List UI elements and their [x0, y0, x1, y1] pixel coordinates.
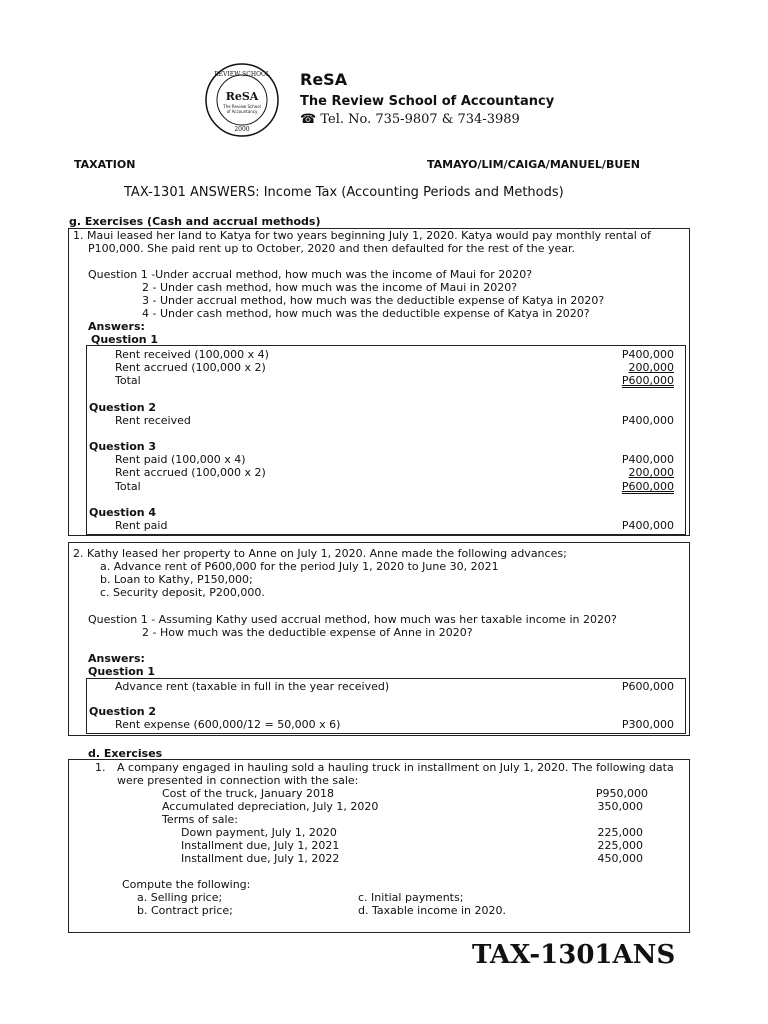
compute-item-a: a. Selling price; [137, 891, 223, 904]
page-title: TAX-1301 ANSWERS: Income Tax (Accounting Periods and Methods) [124, 185, 564, 200]
exercise-1-question-4: 4 - Under cash method, how much was the deductible expense of Katya in 2020? [142, 307, 590, 320]
compute-label: Compute the following: [122, 878, 251, 891]
exercise-d-value-4: 225,000 [597, 826, 643, 839]
svg-text:REVIEW SCHOOL: REVIEW SCHOOL [214, 71, 270, 78]
answer-3-row-2: Rent accrued (100,000 x 2) [115, 466, 266, 479]
phone-line [300, 111, 520, 128]
exercise-1-question-1: Question 1 -Under accrual method, how much was the income of Maui for 2020? [88, 268, 533, 281]
exercise-d-row-4: Down payment, July 1, 2020 [181, 826, 337, 839]
answer-4-value-1: P400,000 [621, 519, 674, 532]
exercise-2-item-a: a. Advance rent of P600,000 for the period July 1, 2020 to June 30, 2021 [100, 560, 499, 573]
answer-1-title: Question 1 [91, 333, 159, 346]
svg-text:The Review School: The Review School [223, 104, 261, 109]
exercise-1-line2: P100,000. She paid rent up to October, 2020 and then defaulted for the rest of the year. [88, 242, 576, 255]
answer-3-row-1: Rent paid (100,000 x 4) [115, 453, 246, 466]
exercise-2-answer-1-row: Advance rent (taxable in full in the year received) [115, 680, 390, 693]
answer-2-title: Question 2 [89, 401, 157, 414]
svg-text:of Accountancy: of Accountancy [226, 109, 258, 114]
exercise-d-row-3: Terms of sale: [162, 813, 238, 826]
exercise-d-value-2: 350,000 [597, 800, 643, 813]
subject-label: TAXATION [74, 158, 136, 171]
answer-2-row-1: Rent received [115, 414, 191, 427]
exercise-d-row-6: Installment due, July 1, 2022 [181, 852, 340, 865]
exercise-1-question-3: 3 - Under accrual method, how much was the deductible expense of Katya in 2020? [142, 294, 605, 307]
answer-1-value-1: P400,000 [621, 348, 674, 361]
answer-4-title: Question 4 [89, 506, 157, 519]
answer-3-row-3: Total [115, 480, 141, 493]
exercise-d-value-5: 225,000 [597, 839, 643, 852]
authors-label: TAMAYO/LIM/CAIGA/MANUEL/BUEN [427, 158, 640, 171]
exercise-2-answer-2-title: Question 2 [89, 705, 157, 718]
exercise-d-number: 1. [95, 761, 106, 774]
exercise-1-question-2: 2 - Under cash method, how much was the income of Maui in 2020? [142, 281, 518, 294]
answer-4-row-1: Rent paid [115, 519, 168, 532]
exercise-2-answer-2-value: P300,000 [621, 718, 674, 731]
seal-icon [204, 62, 280, 138]
document-code: TAX-1301ANS [472, 940, 676, 970]
exercise-2-answer-2-row: Rent expense (600,000/12 = 50,000 x 6) [115, 718, 341, 731]
answer-1-row-2: Rent accrued (100,000 x 2) [115, 361, 266, 374]
exercise-d-row-1: Cost of the truck, January 2018 [162, 787, 335, 800]
phone-icon: ☎ [300, 112, 317, 127]
exercise-2-item-b: b. Loan to Kathy, P150,000; [100, 573, 253, 586]
answer-3-value-1: P400,000 [621, 453, 674, 466]
exercise-d-value-1: P950,000 [595, 787, 648, 800]
compute-item-c: c. Initial payments; [358, 891, 464, 904]
phone-text: Tel. No. 735-9807 & 734-3989 [320, 112, 520, 127]
section-d-heading: d. Exercises [88, 747, 163, 760]
exercise-2-question-1: Question 1 - Assuming Kathy used accrual method, how much was her taxable income in 2020? [88, 613, 617, 626]
answer-1-value-3: P600,000 [621, 374, 674, 387]
answer-3-value-2: 200,000 [628, 466, 674, 479]
exercise-d-value-6: 450,000 [597, 852, 643, 865]
answer-1-value-2: 200,000 [628, 361, 674, 374]
school-seal [204, 62, 280, 138]
exercise-d-line2: were presented in connection with the sale: [117, 774, 359, 787]
answer-1-row-3: Total [115, 374, 141, 387]
brand-name: ReSA [300, 70, 348, 89]
svg-text:2000: 2000 [234, 126, 250, 133]
answers-label: Answers: [88, 320, 145, 333]
school-name: The Review School of Accountancy [300, 94, 555, 109]
svg-text:ReSA: ReSA [225, 90, 259, 103]
exercise-d-row-2: Accumulated depreciation, July 1, 2020 [162, 800, 379, 813]
exercise-2-line1: 2. Kathy leased her property to Anne on July 1, 2020. Anne made the following advances; [73, 547, 567, 560]
exercise-d-row-5: Installment due, July 1, 2021 [181, 839, 340, 852]
answers-label-2: Answers: [88, 652, 145, 665]
answer-1-row-1: Rent received (100,000 x 4) [115, 348, 269, 361]
answer-3-value-3: P600,000 [621, 480, 674, 493]
answer-3-title: Question 3 [89, 440, 157, 453]
exercise-2-item-c: c. Security deposit, P200,000. [100, 586, 265, 599]
exercise-1-line1: 1. Maui leased her land to Katya for two years beginning July 1, 2020. Katya would pay monthly rental of [73, 229, 651, 242]
section-g-heading: g. Exercises (Cash and accrual methods) [69, 215, 321, 228]
compute-item-d: d. Taxable income in 2020. [358, 904, 506, 917]
exercise-2-answer-1-title: Question 1 [88, 665, 156, 678]
exercise-2-answer-1-value: P600,000 [621, 680, 674, 693]
exercise-2-question-2: 2 - How much was the deductible expense of Anne in 2020? [142, 626, 473, 639]
exercise-d-line1: A company engaged in hauling sold a hauling truck in installment on July 1, 2020. The following data [117, 761, 674, 774]
compute-item-b: b. Contract price; [137, 904, 233, 917]
answer-2-value-1: P400,000 [621, 414, 674, 427]
